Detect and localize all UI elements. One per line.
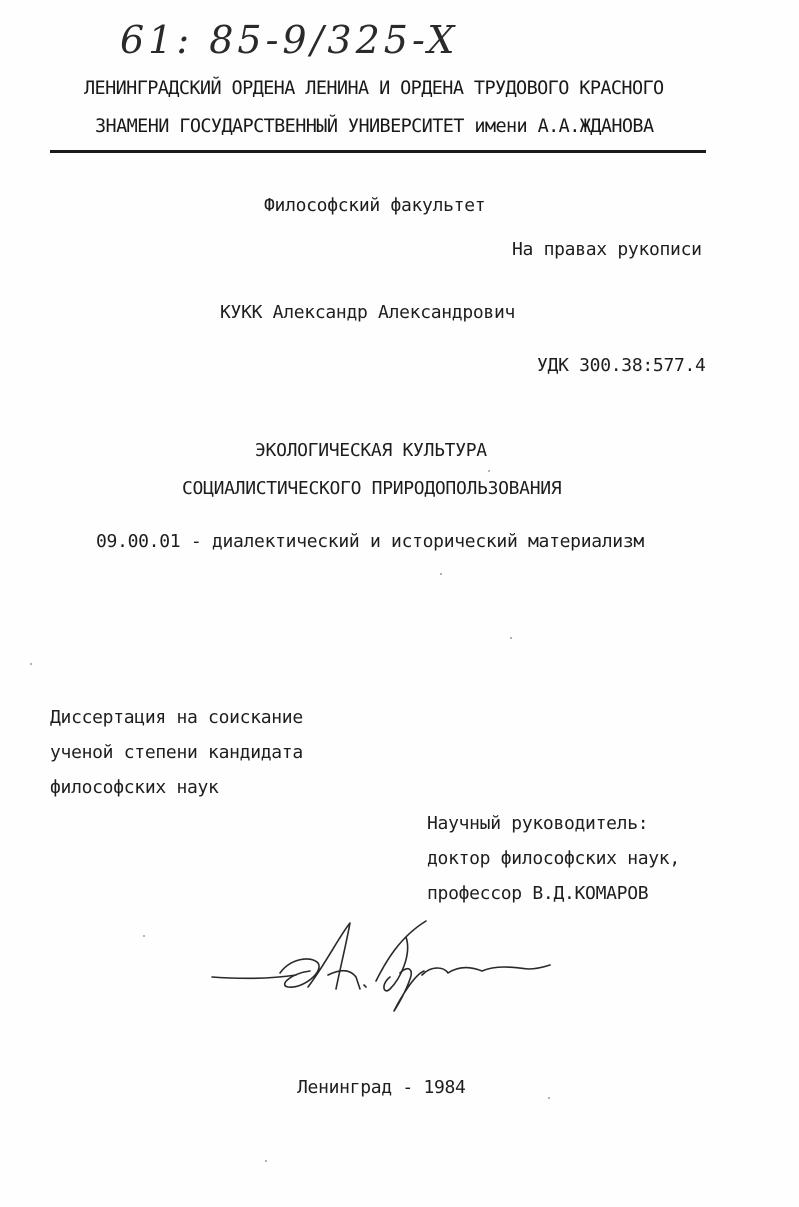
dissertation-title-line-2: СОЦИАЛИСТИЧЕСКОГО ПРИРОДОПОЛЬЗОВАНИЯ: [182, 478, 562, 499]
scan-speck: [440, 573, 442, 575]
scan-speck: [488, 470, 490, 472]
author-signature: [200, 915, 560, 1015]
scan-speck: [510, 637, 512, 639]
scan-speck: [143, 935, 145, 937]
udk-code: УДК 300.38:577.4: [537, 355, 706, 376]
specialty-code: 09.00.01 - диалектический и исторический материализм: [96, 531, 644, 552]
institution-header-line-2: ЗНАМЕНИ ГОСУДАРСТВЕННЫЙ УНИВЕРСИТЕТ имени А.А.ЖДАНОВА: [95, 116, 654, 137]
archive-code: 61: 85-9/325-X: [120, 18, 459, 62]
dissertation-degree-line-2: ученой степени кандидата: [50, 742, 303, 763]
scan-speck: [265, 1160, 267, 1162]
header-divider: [50, 150, 706, 153]
faculty-name: Философский факультет: [264, 195, 486, 216]
dissertation-degree-line-3: философских наук: [50, 777, 219, 798]
manuscript-rights: На правах рукописи: [512, 239, 702, 260]
supervisor-line-1: Научный руководитель:: [427, 813, 649, 834]
dissertation-title-line-1: ЭКОЛОГИЧЕСКАЯ КУЛЬТУРА: [255, 440, 487, 461]
dissertation-degree-line-1: Диссертация на соискание: [50, 707, 303, 728]
place-and-year: Ленинград - 1984: [297, 1077, 466, 1098]
supervisor-line-2: доктор философских наук,: [427, 848, 680, 869]
scan-speck: [30, 663, 32, 665]
institution-header-line-1: ЛЕНИНГРАДСКИЙ ОРДЕНА ЛЕНИНА И ОРДЕНА ТРУДОВОГО КРАСНОГО: [84, 78, 664, 99]
scan-speck: [548, 1097, 550, 1099]
supervisor-line-3: профессор В.Д.КОМАРОВ: [427, 883, 649, 904]
author-name: КУКК Александр Александрович: [220, 302, 516, 323]
